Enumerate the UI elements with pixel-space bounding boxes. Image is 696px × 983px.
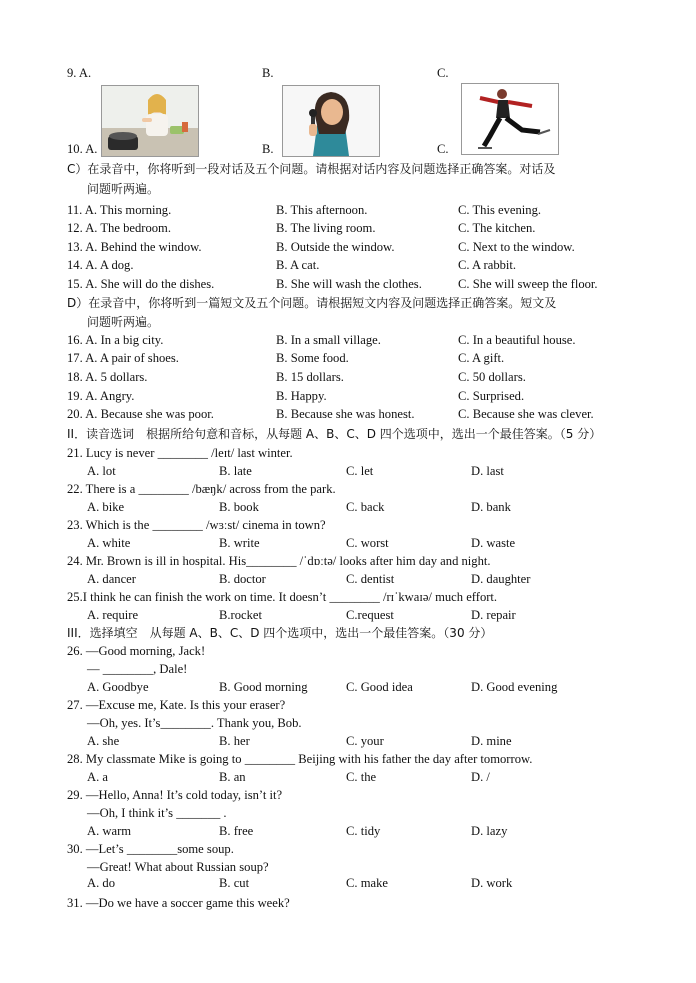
q26-option-b: B. Good morning (219, 680, 308, 694)
q24-stem: 24. Mr. Brown is ill in hospital. His________ /ˈdɒːtə/ looks after him day and night. (67, 554, 491, 568)
q25-stem: 25.I think he can finish the work on time. It doesn’t ________ /rɪˈkwaɪə/ much effort. (67, 590, 498, 604)
q27-stem: 27. —Excuse me, Kate. Is this your eraser? (67, 698, 286, 712)
q13-option-c: C. Next to the window. (458, 240, 575, 254)
q29-option-c: C. tidy (346, 824, 381, 838)
q30-option-c: C. make (346, 876, 388, 890)
q15-option-a: 15. A. She will do the dishes. (67, 277, 215, 291)
q23-option-b: B. write (219, 536, 260, 550)
q31-stem: 31. —Do we have a soccer game this week? (67, 896, 290, 910)
q21-option-b: B. late (219, 464, 252, 478)
q29-option-b: B. free (219, 824, 254, 838)
q16-option-a: 16. A. In a big city. (67, 333, 164, 347)
q29-stem: 29. —Hello, Anna! It’s cold today, isn’t it? (67, 788, 283, 802)
q27-option-d: D. mine (471, 734, 512, 748)
q15-option-b: B. She will wash the clothes. (276, 277, 422, 291)
q28-option-a: A. a (87, 770, 108, 784)
q23-option-d: D. waste (471, 536, 516, 550)
q17-option-a: 17. A. A pair of shoes. (67, 351, 179, 365)
q10-option-c: C. (437, 142, 449, 156)
q11-option-c: C. This evening. (458, 203, 542, 217)
section-c-instruction: C）在录音中，你将听到一段对话及五个问题。请根据对话内容及问题选择正确答案。对话及 (67, 162, 556, 176)
q27-reply: —Oh, yes. It’s________. Thank you, Bob. (87, 716, 302, 730)
q25-option-d: D. repair (471, 608, 516, 622)
q29-option-d: D. lazy (471, 824, 508, 838)
q9-option-b: B. (262, 66, 274, 80)
q28-option-b: B. an (219, 770, 246, 784)
q22-option-a: A. bike (87, 500, 125, 514)
q12-option-a: 12. A. The bedroom. (67, 221, 172, 235)
q27-option-c: C. your (346, 734, 384, 748)
q26-option-c: C. Good idea (346, 680, 413, 694)
q17-option-b: B. Some food. (276, 351, 349, 365)
q15-option-c: C. She will sweep the floor. (458, 277, 598, 291)
q12-option-b: B. The living room. (276, 221, 376, 235)
q20-option-b: B. Because she was honest. (276, 407, 415, 421)
q29-reply: —Oh, I think it’s _______ . (87, 806, 227, 820)
q22-option-b: B. book (219, 500, 259, 514)
q21-option-c: C. let (346, 464, 374, 478)
q19-option-a: 19. A. Angry. (67, 389, 135, 403)
section-d-instruction-cont: 问题听两遍。 (87, 315, 160, 329)
q19-option-c: C. Surprised. (458, 389, 525, 403)
q28-option-c: C. the (346, 770, 377, 784)
q16-option-c: C. In a beautiful house. (458, 333, 576, 347)
q24-option-d: D. daughter (471, 572, 531, 586)
q20-option-c: C. Because she was clever. (458, 407, 594, 421)
skater-image (461, 83, 559, 155)
q30-stem: 30. —Let’s ________some soup. (67, 842, 234, 856)
q9-option-c: C. (437, 66, 449, 80)
cooking-woman-image (101, 85, 199, 157)
q24-option-a: A. dancer (87, 572, 136, 586)
q27-option-a: A. she (87, 734, 120, 748)
q14-option-a: 14. A. A dog. (67, 258, 134, 272)
q21-stem: 21. Lucy is never ________ /leɪt/ last winter. (67, 446, 293, 460)
q26-option-a: A. Goodbye (87, 680, 149, 694)
q28-option-d: D. / (471, 770, 490, 784)
section-c-instruction-cont: 问题听两遍。 (87, 182, 160, 196)
q24-option-c: C. dentist (346, 572, 395, 586)
q11-option-a: 11. A. This morning. (67, 203, 172, 217)
q13-option-b: B. Outside the window. (276, 240, 395, 254)
section-ii-heading: II．读音选词 根据所给句意和音标，从每题 A、B、C、D 四个选项中，选出一个最佳答案。（5 分） (67, 427, 602, 441)
q17-option-c: C. A gift. (458, 351, 505, 365)
q29-option-a: A. warm (87, 824, 132, 838)
q14-option-c: C. A rabbit. (458, 258, 517, 272)
q10-option-b: B. (262, 142, 274, 156)
section-iii-heading: III．选择填空 从每题 A、B、C、D 四个选项中，选出一个最佳答案。（30 分） (67, 626, 493, 640)
q18-option-c: C. 50 dollars. (458, 370, 526, 384)
q23-option-a: A. white (87, 536, 131, 550)
q22-stem: 22. There is a ________ /bæŋk/ across from the park. (67, 482, 336, 496)
singing-girl-image (282, 85, 380, 157)
q30-option-d: D. work (471, 876, 513, 890)
q21-option-d: D. last (471, 464, 504, 478)
q23-option-c: C. worst (346, 536, 389, 550)
q18-option-b: B. 15 dollars. (276, 370, 344, 384)
q30-reply: —Great! What about Russian soup? (87, 860, 269, 874)
q30-option-a: A. do (87, 876, 115, 890)
q28-stem: 28. My classmate Mike is going to ________ Beijing with his father the day after tomorrow. (67, 752, 533, 766)
q16-option-b: B. In a small village. (276, 333, 381, 347)
q12-option-c: C. The kitchen. (458, 221, 536, 235)
q26-reply: — ________, Dale! (87, 662, 188, 676)
q10-label: 10. A. (67, 142, 98, 156)
q21-option-a: A. lot (87, 464, 116, 478)
q22-option-c: C. back (346, 500, 385, 514)
q9-label: 9. A. (67, 66, 92, 80)
q14-option-b: B. A cat. (276, 258, 320, 272)
q22-option-d: D. bank (471, 500, 511, 514)
q11-option-b: B. This afternoon. (276, 203, 368, 217)
q26-stem: 26. —Good morning, Jack! (67, 644, 206, 658)
q20-option-a: 20. A. Because she was poor. (67, 407, 214, 421)
q19-option-b: B. Happy. (276, 389, 327, 403)
q25-option-c: C.request (346, 608, 394, 622)
q24-option-b: B. doctor (219, 572, 266, 586)
q25-option-b: B.rocket (219, 608, 263, 622)
section-d-instruction: D）在录音中，你将听到一篇短文及五个问题。请根据短文内容及问题选择正确答案。短文及 (67, 296, 557, 310)
q23-stem: 23. Which is the ________ /wɜːst/ cinema in town? (67, 518, 326, 532)
q13-option-a: 13. A. Behind the window. (67, 240, 202, 254)
q18-option-a: 18. A. 5 dollars. (67, 370, 148, 384)
q27-option-b: B. her (219, 734, 250, 748)
q25-option-a: A. require (87, 608, 139, 622)
q30-option-b: B. cut (219, 876, 250, 890)
q26-option-d: D. Good evening (471, 680, 558, 694)
